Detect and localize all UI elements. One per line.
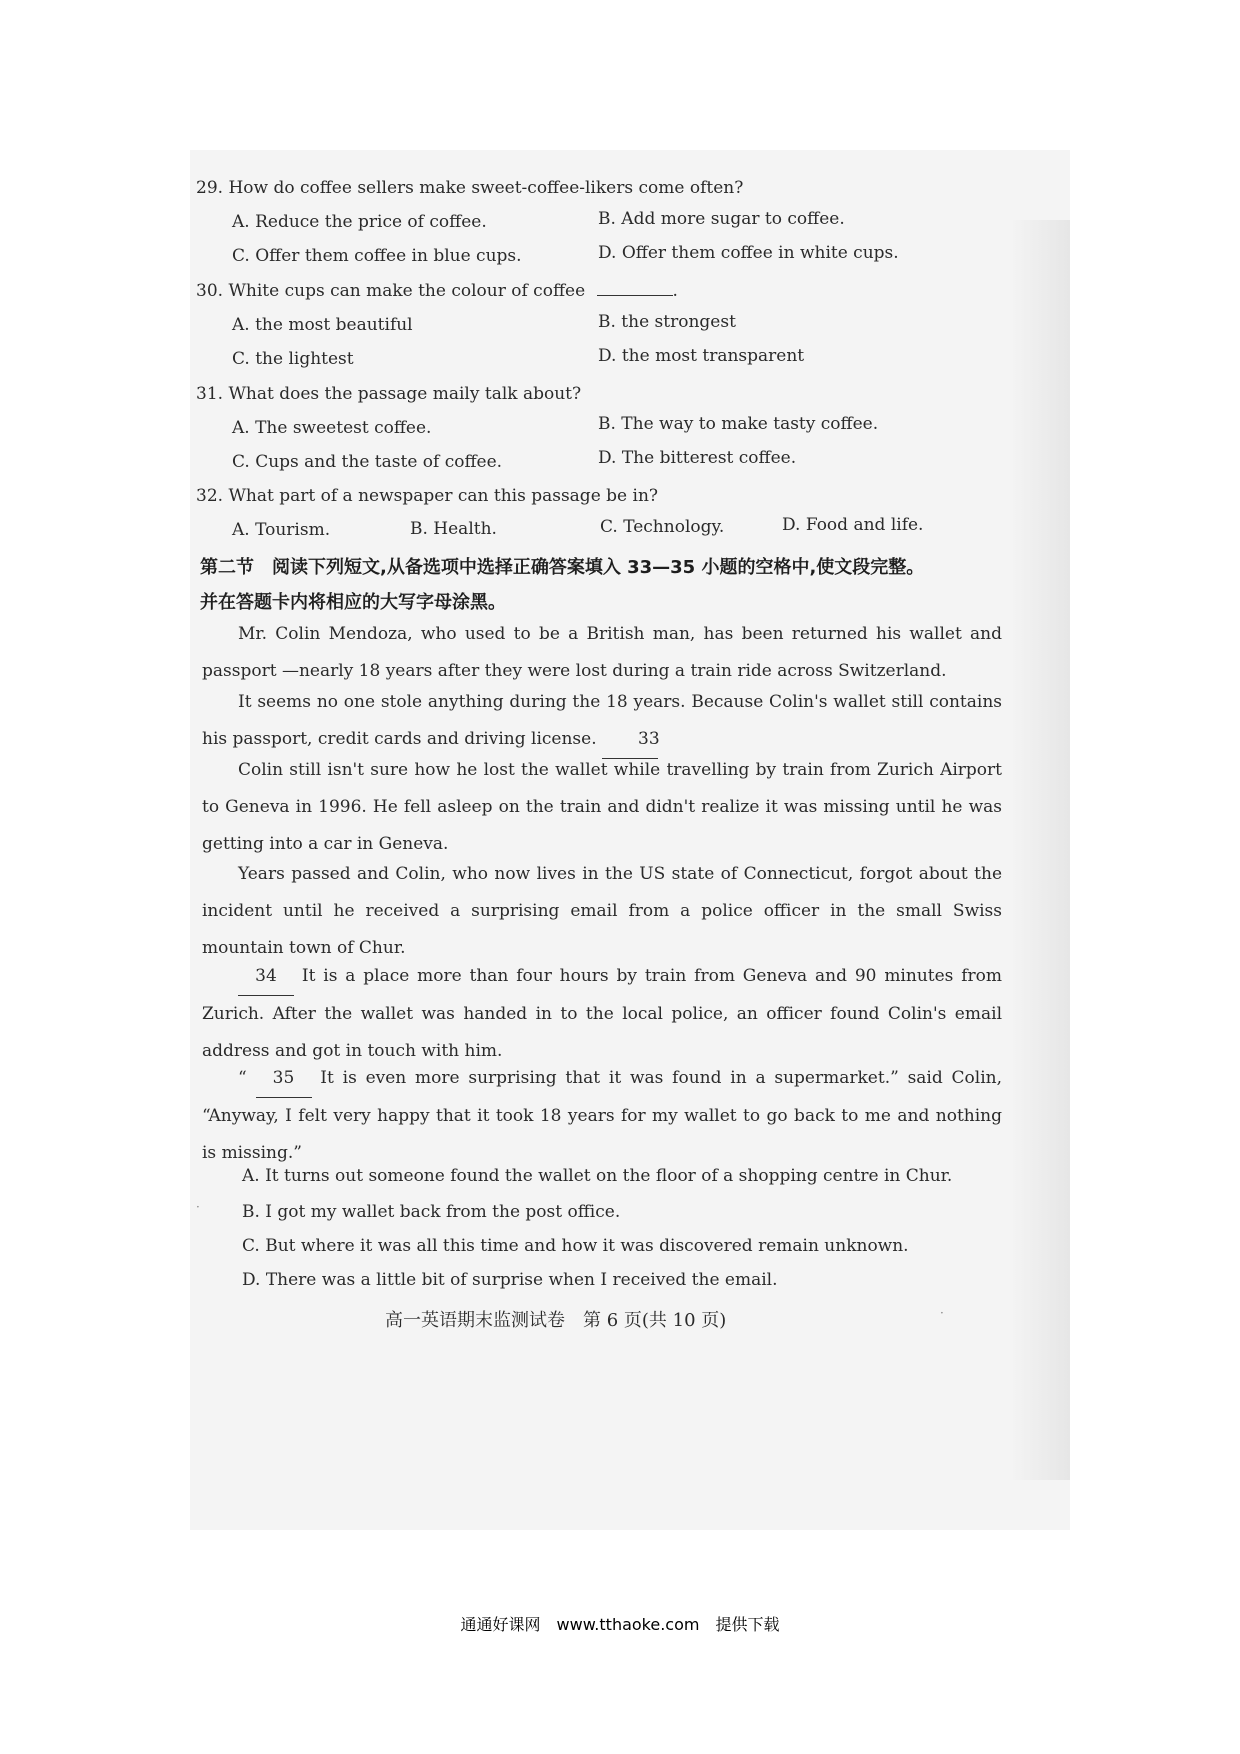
question-30-stem-text: 30. White cups can make the colour of coffee xyxy=(196,281,586,301)
scan-speck: · xyxy=(196,1200,200,1214)
blank-33: 33 xyxy=(602,721,658,759)
choice-b: B. I got my wallet back from the post office. xyxy=(242,1202,621,1222)
passage-paragraph-5 xyxy=(202,958,1002,1070)
question-32-stem: 32. What part of a newspaper can this passage be in? xyxy=(196,486,659,506)
question-30-option-c: C. the lightest xyxy=(232,349,354,369)
question-30-stem xyxy=(196,281,678,301)
question-31-stem: 31. What does the passage maily talk about? xyxy=(196,384,582,404)
download-credit: 通通好课网 www.tthaoke.com 提供下载 xyxy=(460,1615,780,1634)
question-30-option-a: A. the most beautiful xyxy=(232,315,413,335)
passage-paragraph-5-text: It is a place more than four hours by train from Geneva and 90 minutes from Zurich. After the wallet was handed in to the local police, an officer found Colin's email address and got in touch with him. xyxy=(202,966,1003,1061)
section-2-heading: 第二节 阅读下列短文,从备选项中选择正确答案填入 33—35 小题的空格中,使文段完整。 xyxy=(200,557,925,578)
scan-speck: · xyxy=(940,1306,944,1320)
section-2-instruction: 并在答题卡内将相应的大写字母涂黑。 xyxy=(200,592,506,613)
question-31-option-b: B. The way to make tasty coffee. xyxy=(598,414,879,434)
question-32-option-c: C. Technology. xyxy=(600,517,725,537)
passage-paragraph-2 xyxy=(202,684,1002,759)
passage-paragraph-6 xyxy=(202,1060,1002,1172)
question-32-option-d: D. Food and life. xyxy=(782,515,924,535)
passage-paragraph-2-text: It seems no one stole anything during the 18 years. Because Colin's wallet still contains his passport, credit cards and driving license. xyxy=(202,692,1002,749)
choice-a: A. It turns out someone found the wallet on the floor of a shopping centre in Chur. xyxy=(242,1166,953,1186)
quote-open: “ xyxy=(238,1068,247,1088)
question-29-option-c: C. Offer them coffee in blue cups. xyxy=(232,246,522,266)
question-29-stem: 29. How do coffee sellers make sweet-coffee-likers come often? xyxy=(196,178,744,198)
question-31-option-a: A. The sweetest coffee. xyxy=(232,418,432,438)
question-31-option-c: C. Cups and the taste of coffee. xyxy=(232,452,503,472)
question-29-option-b: B. Add more sugar to coffee. xyxy=(598,209,845,229)
question-32-option-a: A. Tourism. xyxy=(232,520,331,540)
question-31-option-d: D. The bitterest coffee. xyxy=(598,448,797,468)
question-29-option-a: A. Reduce the price of coffee. xyxy=(232,212,487,232)
passage-paragraph-1: Mr. Colin Mendoza, who used to be a British man, has been returned his wallet and passport —nearly 18 years after they were lost during a train ride across Switzerland. xyxy=(202,624,1002,681)
question-30-stem-end: . xyxy=(672,281,678,301)
question-29-option-d: D. Offer them coffee in white cups. xyxy=(598,243,899,263)
choice-d: D. There was a little bit of surprise when I received the email. xyxy=(242,1270,778,1290)
question-30-blank xyxy=(597,295,673,296)
page-footer: 高一英语期末监测试卷 第 6 页(共 10 页) xyxy=(385,1310,727,1331)
scan-shadow xyxy=(1010,220,1070,1480)
question-30-option-b: B. the strongest xyxy=(598,312,736,332)
question-30-option-d: D. the most transparent xyxy=(598,346,805,366)
passage-paragraph-6-text: It is even more surprising that it was found in a supermarket.” said Colin, “Anyway, I felt very happy that it took 18 years for my wallet to go back to me and nothing is missing.” xyxy=(202,1068,1003,1163)
choice-c: C. But where it was all this time and how it was discovered remain unknown. xyxy=(242,1236,909,1256)
blank-35: 35 xyxy=(256,1060,312,1098)
passage-paragraph-4: Years passed and Colin, who now lives in the US state of Connecticut, forgot about the incident until he received a surprising email from a police officer in the small Swiss mountain town of Chur. xyxy=(202,864,1002,958)
question-32-option-b: B. Health. xyxy=(410,519,497,539)
passage-paragraph-3: Colin still isn't sure how he lost the wallet while travelling by train from Zurich Airport to Geneva in 1996. He fell asleep on the train and didn't realize it was missing until he was getting into a car in Geneva. xyxy=(202,760,1002,854)
blank-34: 34 xyxy=(238,958,294,996)
